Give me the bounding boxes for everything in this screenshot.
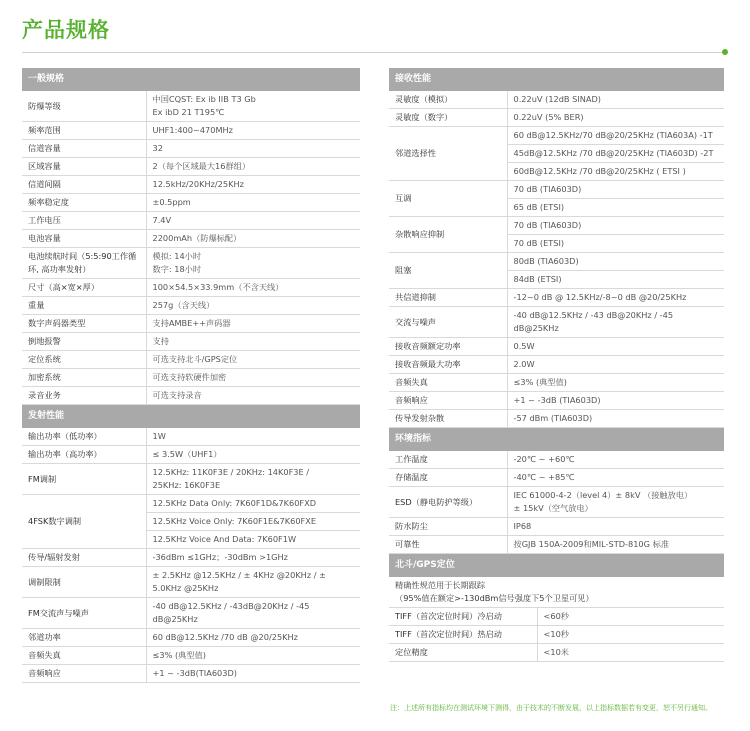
spec-label: 重量: [22, 297, 146, 315]
spec-value: 0.22uV (12dB SINAD): [507, 91, 724, 109]
spec-row: [389, 338, 724, 356]
spec-row: [22, 549, 360, 567]
gps-spec-table: [389, 554, 724, 662]
spec-value: 0.22uV (5% BER): [507, 109, 724, 127]
spec-row: [22, 629, 360, 647]
spec-row: [389, 518, 724, 536]
spec-label: ESD（静电防护等级）: [389, 487, 507, 518]
spec-row: [22, 176, 360, 194]
spec-value: 模拟: 14小时 数字: 18小时: [146, 248, 360, 279]
spec-label: 区域容量: [22, 158, 146, 176]
spec-label: 音频响应: [22, 665, 146, 683]
section-header-environment: 环境指标: [389, 428, 724, 451]
spec-row: [389, 392, 724, 410]
spec-label: 加密系统: [22, 369, 146, 387]
spec-row: [389, 374, 724, 392]
spec-value: ±0.5ppm: [146, 194, 360, 212]
spec-row: [389, 91, 724, 109]
environment-spec-table: [389, 428, 724, 554]
spec-row: [22, 333, 360, 351]
spec-label: 录音业务: [22, 387, 146, 405]
spec-value: 中国CQST: Ex ib IIB T3 Gb Ex ibD 21 T195℃: [146, 91, 360, 122]
spec-label: FM调制: [22, 464, 146, 495]
spec-label: 存储温度: [389, 469, 507, 487]
spec-row: [389, 109, 724, 127]
spec-value: 65 dB (ETSI): [507, 199, 724, 217]
spec-label: 灵敏度（模拟）: [389, 91, 507, 109]
left-column: [22, 68, 360, 683]
spec-row: [389, 181, 724, 199]
section-header-general: 一般规格: [22, 68, 360, 91]
spec-row: [22, 158, 360, 176]
spec-value: -40℃ ~ +85℃: [507, 469, 724, 487]
section-header-transmit: 发射性能: [22, 405, 360, 428]
spec-row: [22, 122, 360, 140]
spec-row: [22, 567, 360, 598]
spec-label: 信道间隔: [22, 176, 146, 194]
spec-value: +1 ~ -3dB(TIA603D): [146, 665, 360, 683]
spec-label: 交流与噪声: [389, 307, 507, 338]
spec-label: 共信道抑制: [389, 289, 507, 307]
spec-row: [389, 536, 724, 554]
spec-row: [22, 647, 360, 665]
spec-value: 支持: [146, 333, 360, 351]
spec-value: 12.5KHz Data Only: 7K60F1D&7K60FXD: [146, 495, 360, 513]
spec-value: 12.5KHz: 11K0F3E / 20KHz: 14K0F3E / 25KHz: 16K0F3E: [146, 464, 360, 495]
spec-label: 倒地报警: [22, 333, 146, 351]
transmit-spec-table: [22, 405, 360, 683]
spec-row: [389, 644, 724, 662]
spec-value: -36dBm ≤1GHz；-30dBm >1GHz: [146, 549, 360, 567]
spec-label: 输出功率（低功率）: [22, 428, 146, 446]
title-divider: [22, 52, 725, 53]
spec-label: 定位精度: [389, 644, 537, 662]
spec-value: ± 2.5KHz @12.5KHz / ± 4KHz @20KHz / ± 5.0KHz @25KHz: [146, 567, 360, 598]
section-header-gps: 北斗/GPS定位: [389, 554, 724, 577]
spec-row: [22, 387, 360, 405]
spec-label: 灵敏度（数字）: [389, 109, 507, 127]
spec-value: <10秒: [537, 626, 724, 644]
title-divider-dot: [722, 49, 728, 55]
spec-value: 2200mAh（防爆标配）: [146, 230, 360, 248]
spec-row: [22, 315, 360, 333]
spec-row: [389, 451, 724, 469]
spec-value: <60秒: [537, 608, 724, 626]
spec-row: [389, 253, 724, 271]
spec-label: 数字声码器类型: [22, 315, 146, 333]
spec-row: [389, 469, 724, 487]
spec-label: 4FSK数字调制: [22, 495, 146, 549]
spec-row: [22, 665, 360, 683]
spec-row: [22, 297, 360, 315]
spec-label: 接收音频额定功率: [389, 338, 507, 356]
spec-value: 2.0W: [507, 356, 724, 374]
spec-row: [22, 351, 360, 369]
spec-row: [389, 356, 724, 374]
gps-note: 精确性规范用于长期跟踪 （95%值在额定>-130dBm信号强度下5个卫星可见）: [389, 577, 724, 608]
spec-value: ≤ 3.5W（UHF1）: [146, 446, 360, 464]
spec-value: 60 dB@12.5KHz/70 dB@20/25KHz (TIA603A) -1T: [507, 127, 724, 145]
spec-value: 80dB (TIA603D): [507, 253, 724, 271]
spec-row: [22, 495, 360, 513]
spec-label: 互调: [389, 181, 507, 217]
spec-row: [22, 230, 360, 248]
spec-label: 音频响应: [389, 392, 507, 410]
spec-value: -57 dBm (TIA603D): [507, 410, 724, 428]
spec-value: 可选支持软硬件加密: [146, 369, 360, 387]
spec-row: [22, 91, 360, 122]
spec-label: 音频失真: [22, 647, 146, 665]
spec-label: 工作电压: [22, 212, 146, 230]
general-spec-table: [22, 68, 360, 405]
spec-label: 工作温度: [389, 451, 507, 469]
spec-label: FM交流声与噪声: [22, 598, 146, 629]
spec-label: 尺寸（高×宽×厚）: [22, 279, 146, 297]
spec-value: UHF1:400~470MHz: [146, 122, 360, 140]
spec-label: 杂散响应抑制: [389, 217, 507, 253]
spec-row: [22, 279, 360, 297]
spec-value: ≤3% (典型值): [507, 374, 724, 392]
right-column: [389, 68, 724, 662]
spec-label: 频率范围: [22, 122, 146, 140]
spec-value: 45dB@12.5KHz /70 dB@20/25KHz (TIA603D) -2T: [507, 145, 724, 163]
spec-label: 邻道选择性: [389, 127, 507, 181]
footnote: 注：上述所有指标均在测试环境下测得，由于技术的不断发展，以上指标数据若有变更，恕不另行通知。: [390, 704, 712, 712]
spec-label: 传导/辐射发射: [22, 549, 146, 567]
spec-value: -40 dB@12.5KHz / -43dB@20KHz / -45 dB@25KHz: [146, 598, 360, 629]
spec-row: [22, 212, 360, 230]
spec-value: IP68: [507, 518, 724, 536]
spec-value: -40 dB@12.5KHz / -43 dB@20KHz / -45 dB@25KHz: [507, 307, 724, 338]
spec-value: 70 dB (TIA603D): [507, 181, 724, 199]
spec-value: 257g（含天线）: [146, 297, 360, 315]
spec-value: 支持AMBE++声码器: [146, 315, 360, 333]
spec-value: -12~0 dB @ 12.5KHz/-8~0 dB @20/25KHz: [507, 289, 724, 307]
spec-value: 84dB (ETSI): [507, 271, 724, 289]
spec-row: [22, 446, 360, 464]
spec-value: +1 ~ -3dB (TIA603D): [507, 392, 724, 410]
spec-value: 32: [146, 140, 360, 158]
spec-row: [22, 428, 360, 446]
spec-value: <10米: [537, 644, 724, 662]
spec-row: [22, 194, 360, 212]
spec-label: TIFF（首次定位时间）冷启动: [389, 608, 537, 626]
spec-row: [389, 487, 724, 518]
spec-row: [389, 127, 724, 145]
spec-value: 12.5KHz Voice And Data: 7K60F1W: [146, 531, 360, 549]
spec-label: 信道容量: [22, 140, 146, 158]
spec-row: [22, 598, 360, 629]
spec-label: 防水防尘: [389, 518, 507, 536]
section-header-receive: 接收性能: [389, 68, 724, 91]
spec-value: 7.4V: [146, 212, 360, 230]
spec-value: 100×54.5×33.9mm（不含天线）: [146, 279, 360, 297]
spec-label: 频率稳定度: [22, 194, 146, 212]
spec-value: 60dB@12.5KHz /70 dB@20/25KHz ( ETSI ): [507, 163, 724, 181]
receive-spec-table: [389, 68, 724, 428]
spec-value: 12.5kHz/20KHz/25KHz: [146, 176, 360, 194]
spec-value: 0.5W: [507, 338, 724, 356]
spec-label: 音频失真: [389, 374, 507, 392]
spec-value: 1W: [146, 428, 360, 446]
spec-label: 电池容量: [22, 230, 146, 248]
spec-value: 70 dB (TIA603D): [507, 217, 724, 235]
page-title: 产品规格: [22, 18, 110, 42]
spec-label: 阻塞: [389, 253, 507, 289]
spec-value: IEC 61000-4-2（level 4）± 8kV （接触放电） ± 15kV（空气放电）: [507, 487, 724, 518]
spec-row: [389, 217, 724, 235]
spec-label: 防爆等级: [22, 91, 146, 122]
spec-label: 输出功率（高功率）: [22, 446, 146, 464]
spec-row: [22, 140, 360, 158]
spec-row: [22, 464, 360, 495]
spec-row: [22, 369, 360, 387]
spec-row: [22, 248, 360, 279]
spec-row: [389, 307, 724, 338]
spec-value: 2（每个区域最大16群组）: [146, 158, 360, 176]
spec-label: 传导发射杂散: [389, 410, 507, 428]
spec-value: 按GJB 150A-2009和MIL-STD-810G 标准: [507, 536, 724, 554]
spec-row: [389, 608, 724, 626]
spec-label: 可靠性: [389, 536, 507, 554]
spec-label: TIFF（首次定位时间）热启动: [389, 626, 537, 644]
spec-row: [389, 289, 724, 307]
spec-label: 接收音频最大功率: [389, 356, 507, 374]
spec-label: 电池续航时间（5:5:90工作循环, 高功率发射）: [22, 248, 146, 279]
spec-value: 可选支持北斗/GPS定位: [146, 351, 360, 369]
spec-label: 调制限制: [22, 567, 146, 598]
spec-value: 60 dB@12.5KHz /70 dB @20/25KHz: [146, 629, 360, 647]
spec-value: 12.5KHz Voice Only: 7K60F1E&7K60FXE: [146, 513, 360, 531]
spec-value: 70 dB (ETSI): [507, 235, 724, 253]
spec-row: [389, 410, 724, 428]
spec-label: 定位系统: [22, 351, 146, 369]
spec-label: 邻道功率: [22, 629, 146, 647]
spec-value: -20℃ ~ +60℃: [507, 451, 724, 469]
spec-value: ≤3% (典型值): [146, 647, 360, 665]
spec-row: [389, 626, 724, 644]
spec-value: 可选支持录音: [146, 387, 360, 405]
